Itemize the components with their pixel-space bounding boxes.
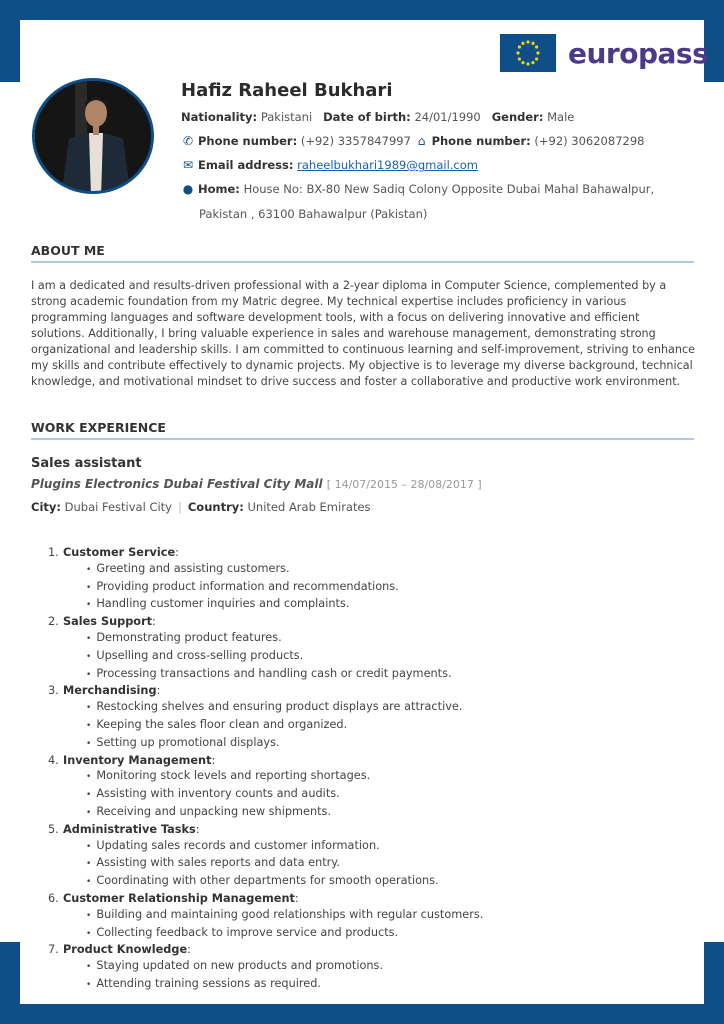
phone1-label: Phone number: [198,134,298,148]
candidate-name: Hafiz Raheel Bukhari [181,80,393,101]
duty-title: Inventory Management [63,753,212,767]
city-label: City: [31,500,61,514]
gender-label: Gender: [491,110,544,124]
duty-item: 6. Customer Relationship Management: [48,891,299,905]
europass-logo [500,34,708,72]
phone2-label: Phone number: [431,134,531,148]
duty-subitem: • Assisting with inventory counts and audits. [31,786,691,804]
duty-subitem: • Attending training sessions as required. [31,976,691,994]
home-label: Home: [198,182,240,196]
duties-list [31,545,691,994]
duty-number: 7. [48,943,59,957]
duty-title: Customer Service [63,546,176,559]
duty-number: 1. [48,546,59,559]
bottom-frame-strip [0,1004,724,1024]
phone-row [181,134,644,148]
home-address-line1: House No: BX-80 New Sadiq Colony Opposite Dubai Mahal Bahawalpur, [243,182,655,196]
separator: | [177,500,182,514]
duty-subitem: • Receiving and unpacking new shipments. [31,804,691,822]
work-divider [31,438,694,440]
email-label: Email address: [198,158,294,172]
about-divider [31,261,694,263]
home-address-line2: Pakistan , 63100 Bahawalpur (Pakistan) [199,207,428,221]
envelope-icon: ✉ [182,158,194,172]
email-link[interactable]: raheelbukhari1989@gmail.com [297,158,478,172]
top-left-frame [0,0,20,82]
duty-title: Merchandising [63,684,157,698]
email-row [181,158,478,172]
duty-subitem: • Restocking shelves and ensuring product displays are attractive. [31,699,691,717]
phone2-value: (+92) 3062087298 [534,134,645,148]
duty-item: 5. Administrative Tasks: [48,822,200,836]
about-text: I am a dedicated and results-driven professional with a 2-year diploma in Computer Science, complemented by a strong academic foundation from my Matric degree. My technical expertise includes proficiency in various programming languages and software development tools, with a focus on delivering innovative and efficient solutions. Additionally, I bring valuable experience in sales and warehouse management, demonstrating strong organizational and leadership skills. I am committed to continuous learning and self-improvement, striving to enhance my skills and contribute effectively to dynamic projects. My objective is to leverage my diverse background, technical knowledge, and motivational mindset to drive success and foster a collaborative and productive work environment. [31,279,696,388]
job-title: Sales assistant [31,456,142,471]
duty-item: 1. Customer Service: [48,546,179,559]
nationality-value: Pakistani [260,110,313,124]
duty-item: 2. Sales Support: [48,615,156,629]
eu-flag-icon [500,34,556,72]
duty-title: Customer Relationship Management [63,891,295,905]
duty-subitem: • Setting up promotional displays. [31,735,691,753]
about-section-title: ABOUT ME [31,243,105,258]
duty-subitem: • Collecting feedback to improve service and products. [31,925,691,943]
duty-number: 4. [48,753,59,767]
duty-subitem: • Demonstrating product features. [31,630,691,648]
employer-name: Plugins Electronics Dubai Festival City Mall [31,477,323,491]
duty-subitem: • Assisting with sales reports and data entry. [31,855,691,873]
duty-subitem: • Staying updated on new products and promotions. [31,958,691,976]
gender-value: Male [547,110,575,124]
duty-item: 4. Inventory Management: [48,753,216,767]
duty-number: 5. [48,822,59,836]
duty-item: 7. Product Knowledge: [48,943,191,957]
europass-logo-text: europass [568,36,709,70]
nationality-label: Nationality: [181,110,258,124]
duty-subitem: • Updating sales records and customer information. [31,838,691,856]
top-frame-strip [0,0,724,20]
employment-dates: [ 14/07/2015 – 28/08/2017 ] [326,478,482,491]
work-section-title: WORK EXPERIENCE [31,420,166,435]
duty-number: 2. [48,615,59,629]
duty-number: 3. [48,684,59,698]
country-value: United Arab Emirates [247,500,371,514]
duty-subitem: • Handling customer inquiries and complaints. [31,596,691,614]
phone1-value: (+92) 3357847997 [300,134,411,148]
duty-subitem: • Monitoring stock levels and reporting shortages. [31,768,691,786]
duty-subitem: • Upselling and cross-selling products. [31,648,691,666]
personal-info-row [181,110,574,124]
duty-number: 6. [48,891,59,905]
duty-subitem: • Providing product information and recommendations. [31,579,691,597]
duty-item: 3. Merchandising: [48,684,161,698]
location-pin-icon: ● [182,182,194,196]
home-row [181,182,654,196]
country-label: Country: [187,500,244,514]
duty-title: Sales Support [63,615,153,629]
duty-subitem: • Greeting and assisting customers. [31,561,691,579]
duty-subitem: • Building and maintaining good relationships with regular customers. [31,907,691,925]
home-phone-icon: ⌂ [417,134,426,148]
employer-line [31,477,482,491]
duty-subitem: • Processing transactions and handling cash or credit payments. [31,666,691,684]
avatar [32,78,154,194]
dob-label: Date of birth: [323,110,411,124]
dob-value: 24/01/1990 [414,110,481,124]
location-row [31,500,371,514]
duty-title: Administrative Tasks [63,822,196,836]
city-value: Dubai Festival City [64,500,172,514]
duty-title: Product Knowledge [63,943,188,957]
phone-icon: ✆ [182,134,194,148]
duty-subitem: • Keeping the sales floor clean and organized. [31,717,691,735]
duty-subitem: • Coordinating with other departments for smooth operations. [31,873,691,891]
